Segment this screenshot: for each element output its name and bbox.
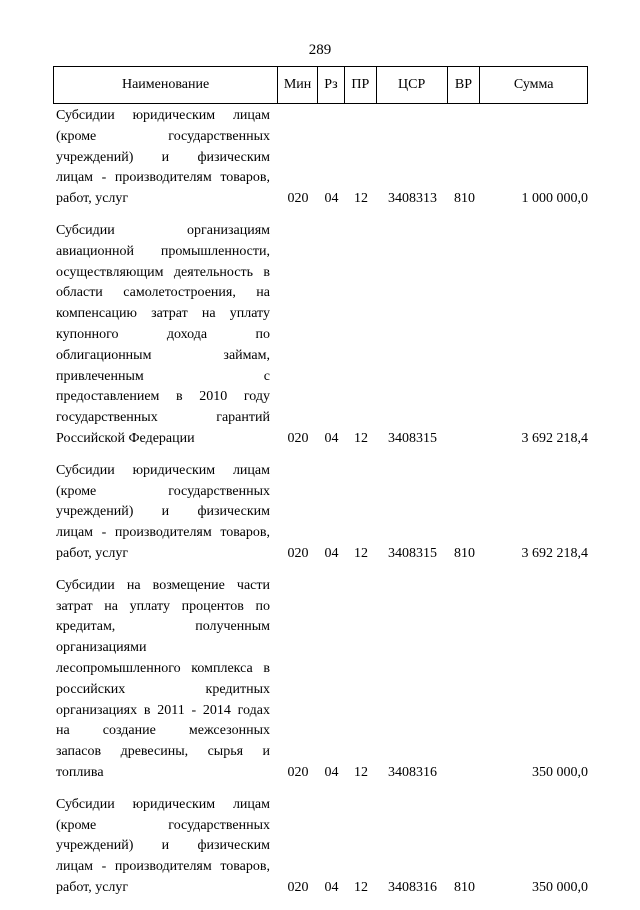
row-name-line: работ, услуг xyxy=(56,879,129,895)
row-name xyxy=(53,461,278,565)
table-body xyxy=(53,106,588,910)
row-name xyxy=(53,795,278,899)
row-csr: 3408315 xyxy=(388,545,437,561)
row-name-line: компенсацию затрат на уплату xyxy=(56,306,270,322)
row-pr: 12 xyxy=(354,545,368,561)
header-min: Мин xyxy=(278,67,318,103)
row-sum: 350 000,0 xyxy=(532,879,588,895)
row-name-line: авиационной промышленности, xyxy=(56,243,270,259)
row-rz: 04 xyxy=(324,191,339,207)
row-rz: 04 xyxy=(324,430,339,446)
row-pr: 12 xyxy=(354,430,368,446)
header-vr: ВР xyxy=(448,67,481,103)
row-rz: 04 xyxy=(324,764,339,780)
row-codes xyxy=(278,544,588,565)
table-row xyxy=(53,795,588,910)
row-name-line: Российской Федерации xyxy=(56,430,195,446)
row-csr: 3408315 xyxy=(388,430,437,446)
row-name-line: Субсидии на возмещение части xyxy=(56,577,270,593)
row-codes xyxy=(278,189,588,210)
row-name-line: лицам - производителям товаров, xyxy=(56,859,270,875)
row-name-line: учреждений) и физическим xyxy=(56,149,270,165)
row-name-line: (кроме государственных xyxy=(56,483,270,499)
row-name-line: работ, услуг xyxy=(56,545,129,561)
row-csr: 3408313 xyxy=(388,191,437,207)
table-row xyxy=(53,221,588,461)
row-pr: 12 xyxy=(354,764,368,780)
row-name-line: кредитам, полученным xyxy=(56,619,270,635)
row-name-line: лицам - производителям товаров, xyxy=(56,525,270,541)
row-name-line: государственных гарантий xyxy=(56,410,270,426)
row-name-line: привлеченным с xyxy=(56,368,270,384)
row-codes xyxy=(278,763,588,784)
row-sum: 3 692 218,4 xyxy=(521,545,588,561)
row-min: 020 xyxy=(287,764,309,780)
row-name-line: облигационным займам, xyxy=(56,347,270,363)
row-name-line: (кроме государственных xyxy=(56,817,270,833)
row-csr: 3408316 xyxy=(388,879,437,895)
row-codes xyxy=(278,429,588,450)
row-name-line: российских кредитных xyxy=(56,681,270,697)
row-name-line: запасов древесины, сырья и xyxy=(56,744,270,760)
row-name-line: купонного дохода по xyxy=(56,326,270,342)
row-min: 020 xyxy=(287,545,309,561)
header-sum: Сумма xyxy=(513,77,554,92)
row-name-line: учреждений) и физическим xyxy=(56,504,270,520)
table-header xyxy=(53,66,588,104)
row-name-line: Субсидии юридическим лицам xyxy=(56,108,270,123)
row-name xyxy=(53,106,278,210)
row-name-line: лицам - производителям товаров, xyxy=(56,170,270,186)
row-name-line: работ, услуг xyxy=(56,191,129,207)
page-number: 289 xyxy=(308,42,332,58)
header-csr: ЦСР xyxy=(377,67,448,103)
row-pr: 12 xyxy=(354,879,368,895)
row-vr: 810 xyxy=(454,545,475,561)
table-row xyxy=(53,461,588,576)
row-name-line: Субсидии организациям xyxy=(56,222,270,238)
row-sum: 350 000,0 xyxy=(532,764,588,780)
row-name-line: организациях в 2011 - 2014 годах xyxy=(56,702,270,718)
row-rz: 04 xyxy=(324,879,339,895)
header-name: Наименование xyxy=(54,67,278,103)
row-name-line: предоставлением в 2010 году xyxy=(56,389,270,405)
row-vr: 810 xyxy=(454,191,475,207)
row-sum: 1 000 000,0 xyxy=(521,191,588,207)
header-pr: ПР xyxy=(345,67,377,103)
row-vr: 810 xyxy=(454,879,475,895)
row-name-line: Субсидии юридическим лицам xyxy=(56,462,270,478)
row-pr: 12 xyxy=(354,191,368,207)
row-name-line: Субсидии юридическим лицам xyxy=(56,796,270,812)
row-sum: 3 692 218,4 xyxy=(521,430,588,446)
row-name-line: лесопромышленного комплекса в xyxy=(56,660,270,676)
row-name-line: осуществляющим деятельность в xyxy=(56,264,270,280)
row-csr: 3408316 xyxy=(388,764,437,780)
row-name-line: организациями xyxy=(56,640,147,656)
row-min: 020 xyxy=(287,191,309,207)
table-row xyxy=(53,106,588,221)
row-codes xyxy=(278,878,588,899)
header-rz: Рз xyxy=(318,67,345,103)
row-name-line: (кроме государственных xyxy=(56,128,270,144)
row-name xyxy=(53,576,278,784)
row-name-line: на создание межсезонных xyxy=(56,723,270,739)
row-name xyxy=(53,221,278,450)
row-rz: 04 xyxy=(324,545,339,561)
row-min: 020 xyxy=(287,430,309,446)
row-name-line: учреждений) и физическим xyxy=(56,838,270,854)
row-min: 020 xyxy=(287,879,309,895)
row-name-line: затрат на уплату процентов по xyxy=(56,598,270,614)
row-name-line: области самолетостроения, на xyxy=(56,285,270,301)
table-row xyxy=(53,576,588,795)
row-name-line: топлива xyxy=(56,764,104,780)
